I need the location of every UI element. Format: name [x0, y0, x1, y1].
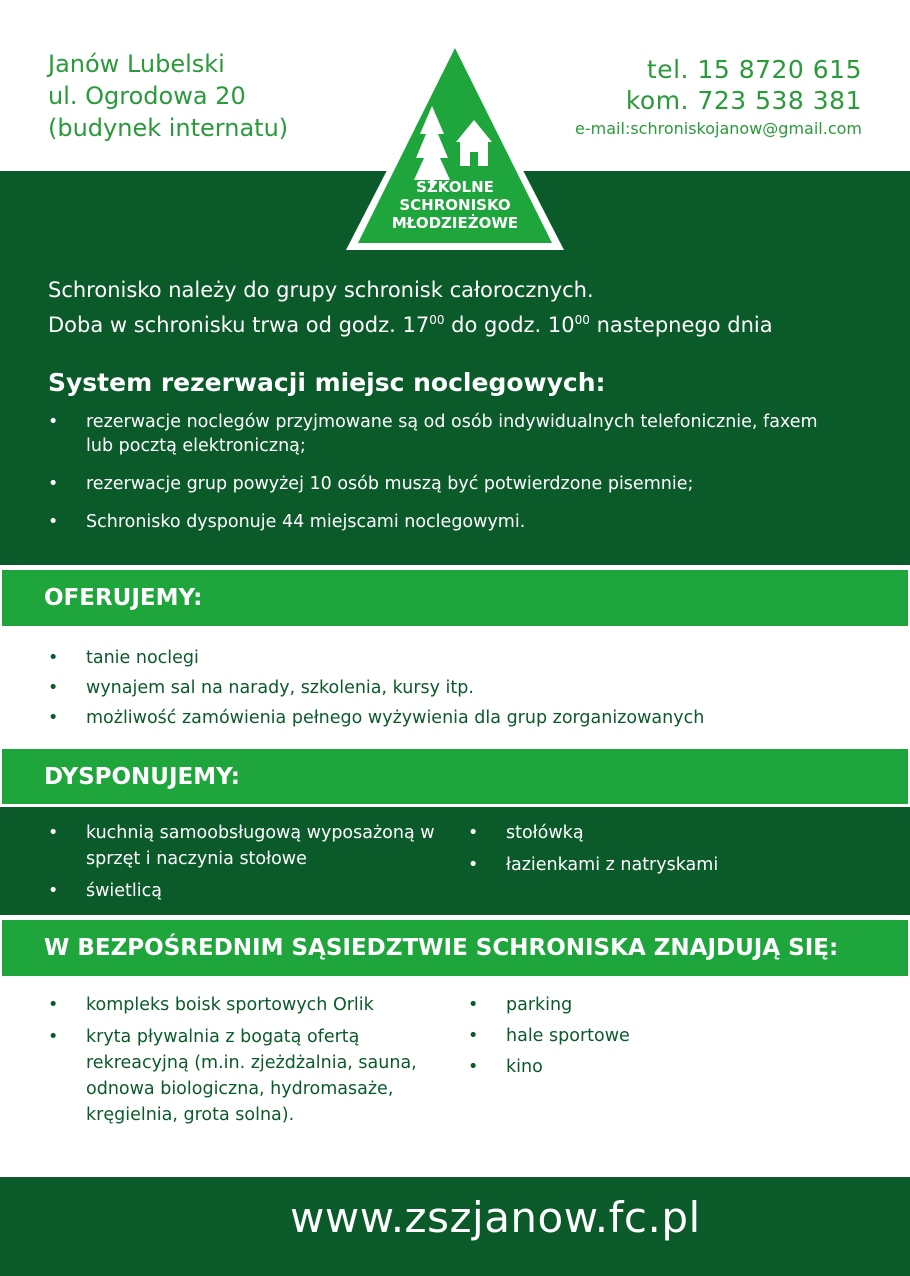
list-item: • świetlicą	[48, 881, 162, 901]
facilities-list-left	[48, 820, 448, 910]
facilities-bar	[2, 749, 908, 804]
logo-text	[344, 178, 566, 232]
list-item: • kompleks boisk sportowych Orlik	[48, 995, 374, 1015]
logo-line-1: SZKOLNE	[416, 178, 494, 196]
reservation-heading: System rezerwacji miejsc noclegowych:	[48, 368, 606, 397]
list-item: • tanie noclegi	[48, 648, 199, 668]
nearby-heading: W BEZPOŚREDNIM SĄSIEDZTWIE SCHRONISKA ZNAJDUJĄ SIĘ:	[44, 935, 839, 961]
email-link[interactable]: e-mail:schroniskojanow@gmail.com	[575, 119, 862, 138]
mobile-number[interactable]: kom. 723 538 381	[625, 86, 862, 115]
address-city: Janów Lubelski	[48, 50, 225, 78]
offer-heading: OFERUJEMY:	[44, 585, 203, 611]
offer-bar	[2, 570, 908, 626]
list-item: • wynajem sal na narady, szkolenia, kursy itp.	[48, 678, 474, 698]
address-block	[48, 48, 288, 144]
list-item: • rezerwacje grup powyżej 10 osób muszą być potwierdzone pisemnie;	[48, 474, 694, 494]
logo-line-2: SCHRONISKO	[399, 196, 511, 214]
list-item: • kuchnią samoobsługową wyposażoną w sprzęt i naczynia stołowe	[48, 823, 435, 869]
reservation-list	[48, 410, 848, 548]
phone-number[interactable]: tel. 15 8720 615	[646, 55, 862, 84]
intro-line-2: Doba w schronisku trwa od godz. $17^{00}$ do godz. $10^{00}$ nastepnego dnia	[48, 313, 773, 337]
list-item: • hale sportowe	[468, 1026, 630, 1046]
nearby-list-right	[468, 992, 868, 1085]
list-item: • możliwość zamówienia pełnego wyżywienia dla grup zorganizowanych	[48, 708, 705, 728]
list-item: • łazienkami z natryskami	[468, 855, 719, 875]
list-item: • rezerwacje noclegów przyjmowane są od osób indywidualnych telefonicznie, faxem lub pocztą elektroniczną;	[48, 412, 818, 456]
intro-line-1: Schronisko należy do grupy schronisk całorocznych.	[48, 278, 594, 302]
list-item: • parking	[468, 995, 573, 1015]
nearby-bar	[2, 920, 908, 976]
contact-block	[575, 54, 862, 140]
list-item: • stołówką	[468, 823, 584, 843]
facilities-heading: DYSPONUJEMY:	[44, 763, 240, 790]
intro-text	[48, 275, 773, 340]
website-link[interactable]: www.zszjanow.fc.pl	[290, 1193, 701, 1242]
list-item: • Schronisko dysponuje 44 miejscami noclegowymi.	[48, 512, 526, 532]
facilities-list-right	[468, 820, 868, 884]
footer	[0, 1177, 910, 1276]
address-building: (budynek internatu)	[48, 114, 289, 142]
nearby-list-left	[48, 992, 448, 1134]
list-item: • kryta pływalnia z bogatą ofertą rekreacyjną (m.in. zjeżdżalnia, sauna, odnowa biologiczna, hydromasaże, kręgielnia, grota solna).	[48, 1027, 417, 1125]
logo-line-3: MŁODZIEŻOWE	[391, 214, 519, 232]
offer-list	[48, 646, 868, 736]
address-street: ul. Ogrodowa 20	[48, 82, 246, 110]
list-item: • kino	[468, 1057, 543, 1077]
